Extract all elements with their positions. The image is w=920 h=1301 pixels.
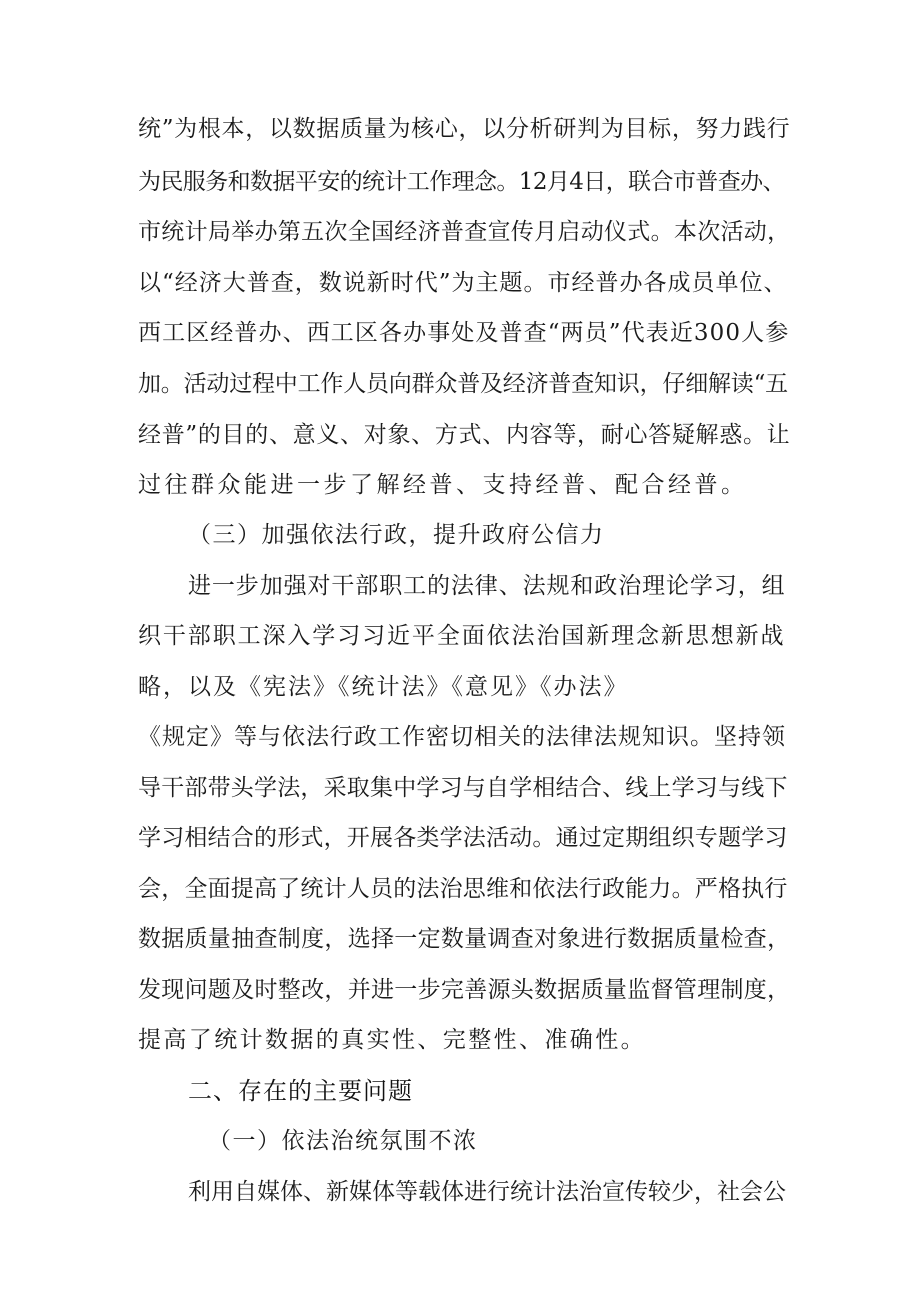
section-heading: 二、存在的主要问题 [188,1077,413,1105]
paragraph-line: 数据质量抽查制度，选择一定数量调查对象进行数据质量检查， [138,926,791,952]
paragraph-line: 为民服务和数据平安的统计工作理念。12月4日，联合市普查办、 [138,169,785,195]
paragraph-line: 过往群众能进一步了解经普、支持经普、配合经普。 [138,472,748,498]
paragraph-line: 导干部带头学法，采取集中学习与自学相结合、线上学习与线下 [138,775,788,801]
paragraph-line: 织干部职工深入学习习近平全面依法治国新理念新思想新战 [138,623,786,649]
section-subheading: （三）加强依法行政，提升政府公信力 [188,522,605,548]
paragraph-line: 利用自媒体、新媒体等载体进行统计法治宣传较少，社会公 [188,1179,786,1205]
paragraph-line: 《规定》等与依法行政工作密切相关的法律法规知识。坚持领 [138,724,786,750]
paragraph-line: 以“经济大普查，数说新时代”为主题。市经普办各成员单位、 [138,270,788,296]
paragraph-line: 经普”的目的、意义、对象、方式、内容等，耐心答疑解惑。让 [138,422,791,448]
paragraph-line: 西工区经普办、西工区各办事处及普查“两员”代表近300人参 [138,320,790,346]
paragraph-line: 进一步加强对干部职工的法律、法规和政治理论学习，组 [188,573,786,599]
paragraph-line: 统”为根本，以数据质量为核心，以分析研判为目标，努力践行 [138,116,791,142]
paragraph-line: 会，全面提高了统计人员的法治思维和依法行政能力。严格执行 [138,876,788,902]
paragraph-line: 加。活动过程中工作人员向群众普及经济普查知识，仔细解读“五 [138,371,788,397]
paragraph-line: 略，以及《宪法》《统计法》《意见》《办法》 [138,674,629,700]
section-subheading: （一）依法治统氛围不浓 [208,1128,478,1154]
paragraph-line: 学习相结合的形式，开展各类学法活动。通过定期组织专题学习 [138,825,788,851]
paragraph-line: 发现问题及时整改，并进一步完善源头数据质量监督管理制度， [138,977,791,1003]
paragraph-line: 提高了统计数据的真实性、完整性、准确性。 [138,1027,646,1053]
paragraph-line: 市统计局举办第五次全国经济普查宣传月启动仪式。本次活动， [138,219,791,245]
